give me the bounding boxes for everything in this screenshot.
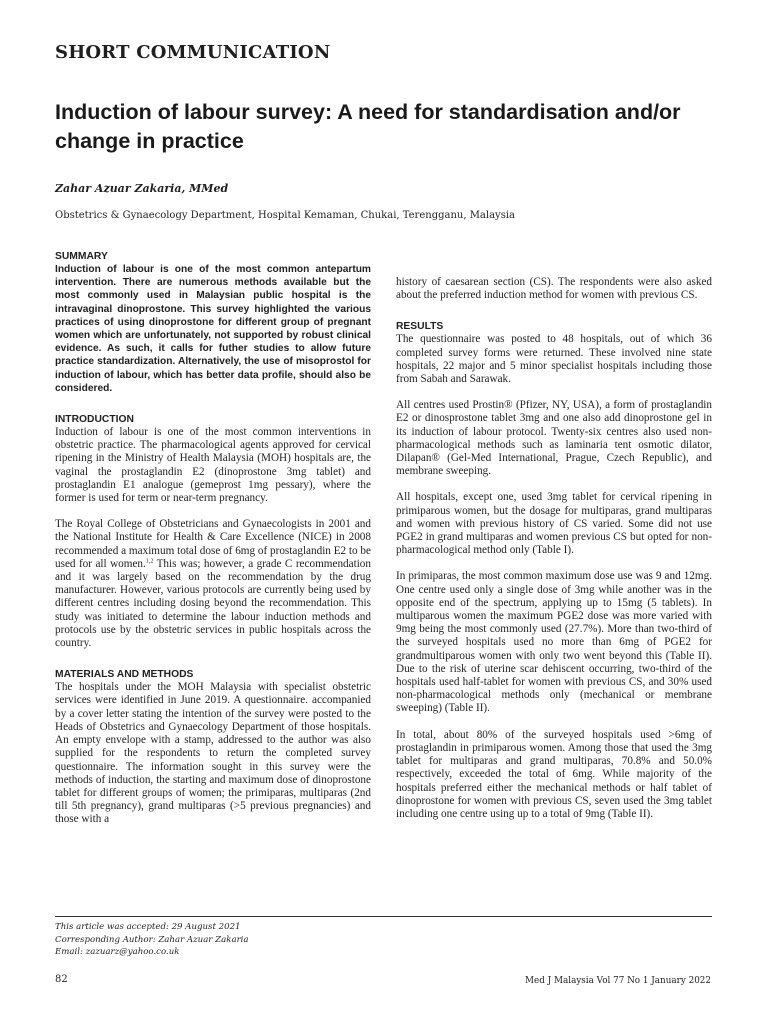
author-line: Zahar Azuar Zakaria, MMed bbox=[55, 182, 229, 195]
page-number: 82 bbox=[55, 974, 68, 985]
footnotes bbox=[55, 921, 249, 959]
left-column bbox=[55, 250, 371, 827]
results-paragraph-4: In primiparas, the most common maximum dose use was 9 and 12mg. One centre used only a single dose of 3mg while another was in the opposite end of the spectrum, applying up to 15mg (5 tablets). In multiparous women the maximum PGE2 dose was more varied with 9mg being the most commonly used (27.7%). More than two-third of the surveyed hospitals used no more than 6mg of PGE2 for grandmultiparous women with only two went beyond this (Table II). Due to the risk of uterine scar dehiscent occurring, two-third of the hospitals used half-tablet for women with previous CS, and 30% used non-pharmacological methods only (mechanical or membrane sweeping) (Table II). bbox=[396, 570, 712, 715]
summary-heading: SUMMARY bbox=[55, 251, 108, 262]
article-title: Induction of labour survey: A need for standardisation and/or change in practice bbox=[55, 100, 681, 153]
introduction-paragraph-1: Induction of labour is one of the most common interventions in obstetric practice. The pharmacological agents approved for cervical ripening in the Ministry of Health Malaysia (MOH) hospitals are, the vaginal the prostaglandin E2 (dinoprostone 3mg tablet) and prostaglandin E1 analogue (gemeprost 1mg pessary), where the former is used for term or near-term pregnancy. bbox=[55, 426, 371, 505]
reference-citation: 1,2 bbox=[145, 558, 154, 565]
results-paragraph-2: All centres used Prostin® (Pfizer, NY, USA), a form of prostaglandin E2 or dinosprostone tablet 3mg and one also add dinoprostone gel in its induction of labour protocol. Twenty-six centres also used non-pharmacological methods such as laminaria tent osmotic dilator, Dilapan® (Gel-Med International, Prague, Czech Republic), and membrane sweeping. bbox=[396, 399, 712, 478]
methods-paragraph-1: The hospitals under the MOH Malaysia with specialist obstetric services were identified in June 2019. A questionnaire. accompanied by a cover letter stating the intention of the survey were posted to the Heads of Obstetrics and Gynaecology Department of those hospitals. An empty envelope with a stamp, addressed to the author was also supplied for the respondents to return the completed survey questionnaire. The information sought in this survey were the methods of induction, the starting and maximum dose of dinoprostone tablet for different groups of women; the primiparas, multiparas (2nd till 5th pregnancy), grand multiparas (>5 previous pregnancies) and those with a bbox=[55, 681, 371, 826]
results-paragraph-5: In total, about 80% of the surveyed hospitals used >6mg of prostaglandin in primiparous women. Among those that used the 3mg tablet for multiparas and grand multiparas, 70.8% and 50.0% respectively, exceeded the total of 6mg. While majority of the hospitals preferred either the mechanical methods or half tablet of dinoprostone for women with previous CS, seven used the 3mg tablet including one centre using up to a total of 9mg (Table II). bbox=[396, 728, 712, 820]
introduction-paragraph-2-text: The Royal College of Obstetricians and Gynaecologists in 2001 and the National Institute for Health & Care Excellence (NICE) in 2008 recommended a maximum total dose of 6mg of prostaglandin E2 to be used for all women. bbox=[55, 518, 371, 570]
corresponding-author-note: Corresponding Author: Zahar Azuar Zakaria bbox=[55, 934, 249, 945]
introduction-paragraph-2 bbox=[55, 518, 371, 650]
results-heading: RESULTS bbox=[396, 321, 444, 333]
introduction-paragraph-2-continued: This was; however, a grade C recommendation and it was largely based on the recommendation by the drug manufacturer. However, various protocols are currently being used by different centres including dosing beyond the recommendation. This study was initiated to determine the labour induction methods and protocols use by the obstetric services in public hospitals across the country. bbox=[55, 557, 371, 650]
journal-reference: Med J Malaysia Vol 77 No 1 January 2022 bbox=[525, 976, 711, 986]
section-label: SHORT COMMUNICATION bbox=[55, 42, 331, 63]
summary-text: Induction of labour is one of the most common antepartum intervention. There are numerous methods available but the most commonly used in Malaysian public hospital is the intravaginal dinoprostone. This survey highlighted the various practices of using dinoprostone for different group of pregnant women which are unfortunately, not supported by robust clinical evidence. As such, it calls for futher studies to allow future practice standardization. Alternatively, the use of misoprostol for induction of labour, which has better data profile, should also be considered. bbox=[55, 264, 371, 394]
footnote-divider bbox=[55, 916, 712, 917]
results-paragraph-1: The questionnaire was posted to 48 hospitals, out of which 36 completed survey forms were returned. These involved nine state hospitals, 22 major and 5 minor specialist hospitals including those from Sabah and Sarawak. bbox=[396, 333, 712, 386]
email-note: Email: zazuarz@yahoo.co.uk bbox=[55, 947, 180, 957]
methods-heading: MATERIALS AND METHODS bbox=[55, 669, 194, 681]
accepted-date-note: This article was accepted: 29 August 2021 bbox=[55, 922, 241, 932]
right-column bbox=[396, 276, 712, 821]
affiliation-line: Obstetrics & Gynaecology Department, Hospital Kemaman, Chukai, Terengganu, Malaysia bbox=[55, 210, 515, 221]
results-paragraph-3: All hospitals, except one, used 3mg tablet for cervical ripening in primiparous women, but the dosage for multiparas, grand multiparas and women with previous history of CS varied. Some did not use PGE2 in grand multiparas and women previous CS but opted for non-pharmacological method only (Table I). bbox=[396, 491, 712, 557]
introduction-heading: INTRODUCTION bbox=[55, 414, 134, 426]
methods-paragraph-continued: history of caesarean section (CS). The respondents were also asked about the preferred induction method for women with previous CS. bbox=[396, 276, 712, 302]
